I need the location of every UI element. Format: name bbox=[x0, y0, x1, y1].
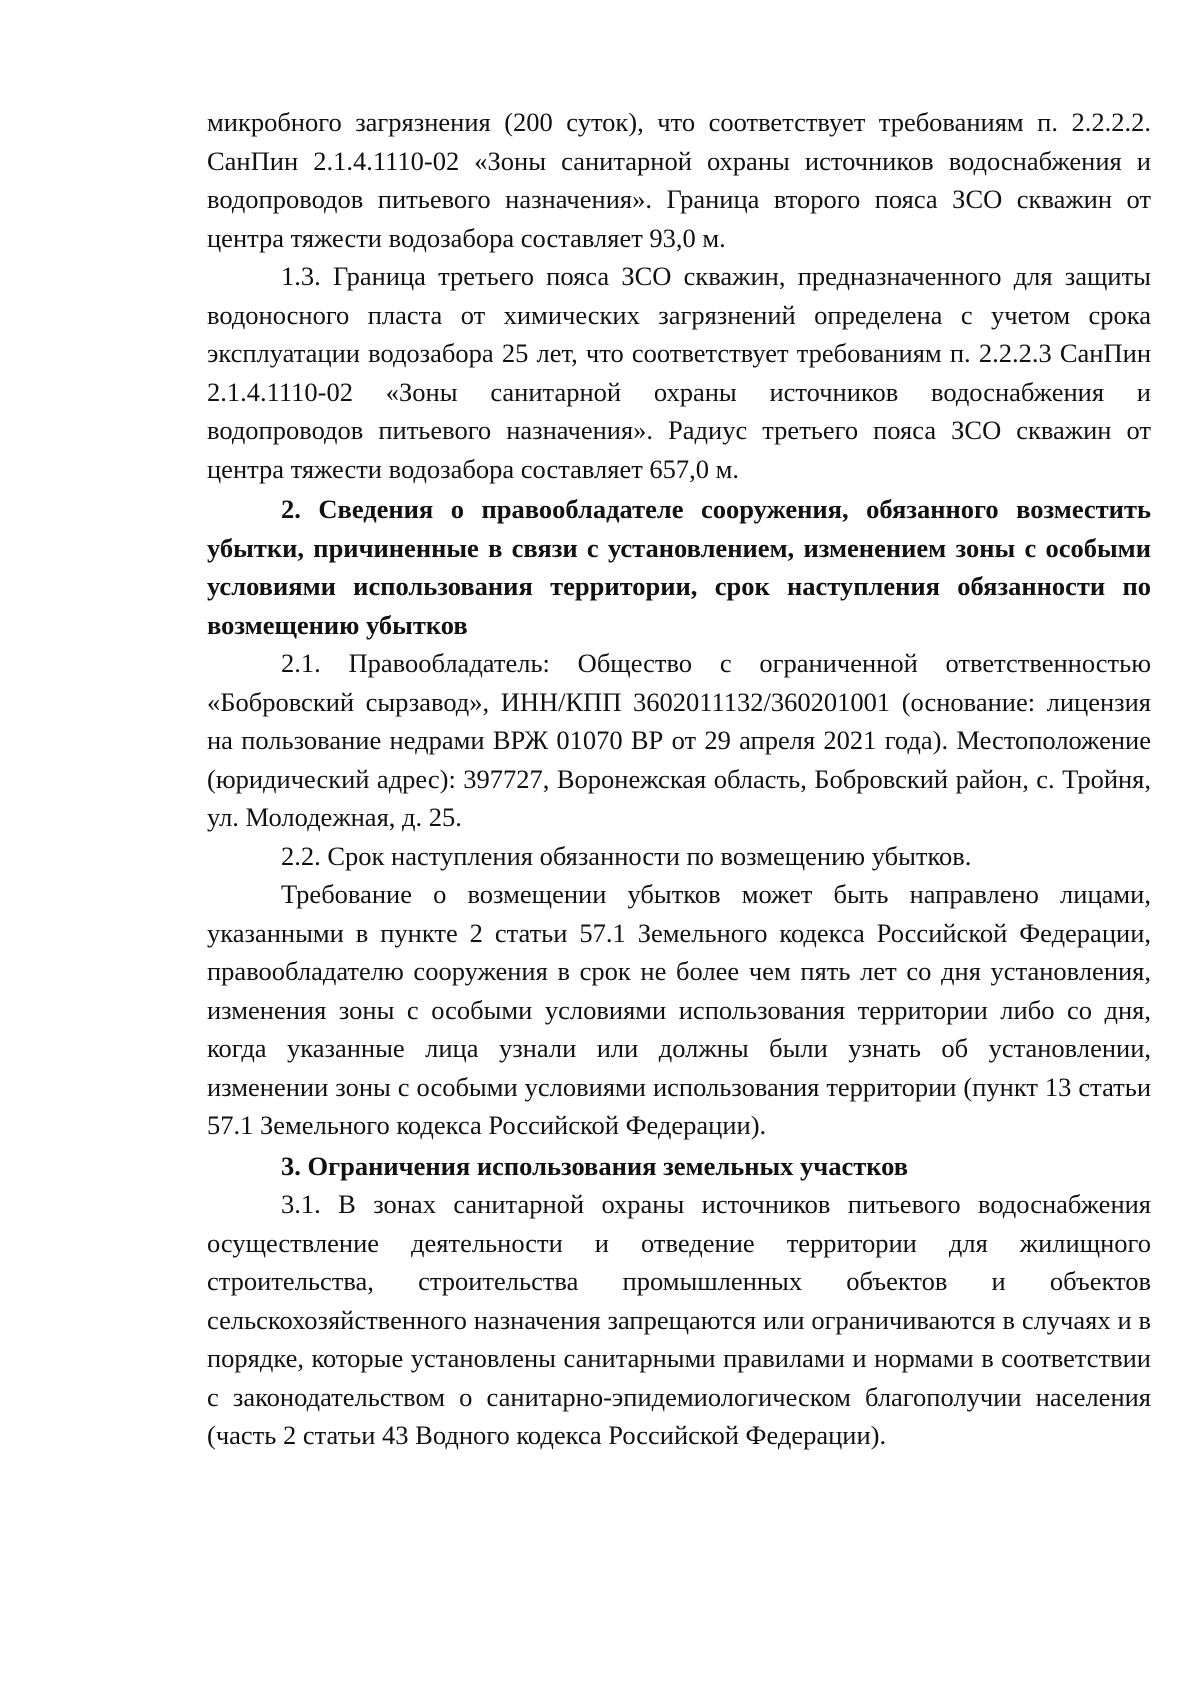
document-body bbox=[207, 103, 1151, 1455]
paragraph-3-1: 3.1. В зонах санитарной охраны источников питьевого водоснабжения осуществление деятельности и отведение территории для жилищного строительства, строительства промышленных объектов и объектов сельскохозяйственного назначения запрещаются или ограничиваются в случаях и в порядке, которые установлены санитарными правилами и нормами в соответствии с законодательством о санитарно-эпидемиологическом благополучии населения (часть 2 статьи 43 Водного кодекса Российской Федерации). bbox=[207, 1189, 1151, 1450]
paragraph-continuation: микробного загрязнения (200 суток), что соответствует требованиям п. 2.2.2.2. СанПин 2.1.4.1110-02 «Зоны санитарной охраны источников водоснабжения и водопроводов питьевого назначения». Граница второго пояса ЗСО скважин от центра тяжести водозабора составляет 93,0 м. bbox=[207, 107, 1151, 253]
section-heading-3: 3. Ограничения использования земельных участков bbox=[281, 1150, 909, 1181]
paragraph-2-2-body: Требование о возмещении убытков может быть направлено лицами, указанными в пункте 2 статьи 57.1 Земельного кодекса Российской Федерации, правообладателю сооружения в срок не более чем пять лет со дня установления, изменения зоны с особыми условиями использования территории либо со дня, когда указанные лица узнали или должны были узнать об установлении, изменении зоны с особыми условиями использования территории (пункт 13 статьи 57.1 Земельного кодекса Российской Федерации). bbox=[207, 879, 1151, 1140]
paragraph-2-1: 2.1. Правообладатель: Общество с ограниченной ответственностью «Бобровский сырзавод», ИНН/КПП 3602011132/360201001 (основание: лицензия на пользование недрами ВРЖ 01070 ВР от 29 апреля 2021 года). Местоположение (юридический адрес): 397727, Воронежская область, Бобровский район, с. Тройня, ул. Молодежная, д. 25. bbox=[207, 648, 1151, 832]
paragraph-2-2: 2.2. Срок наступления обязанности по возмещению убытков. bbox=[281, 840, 972, 871]
section-heading-2: 2. Сведения о правообладателе сооружения, обязанного возместить убытки, причиненные в связи с установлением, изменением зоны с особыми условиями использования территории, срок наступления обязанности по возмещению убытков bbox=[207, 494, 1151, 640]
paragraph-1-3: 1.3. Граница третьего пояса ЗСО скважин, предназначенного для защиты водоносного пласта от химических загрязнений определена с учетом срока эксплуатации водозабора 25 лет, что соответствует требованиям п. 2.2.2.3 СанПин 2.1.4.1110-02 «Зоны санитарной охраны источников водоснабжения и водопроводов питьевого назначения». Радиус третьего пояса ЗСО скважин от центра тяжести водозабора составляет 657,0 м. bbox=[207, 261, 1151, 484]
